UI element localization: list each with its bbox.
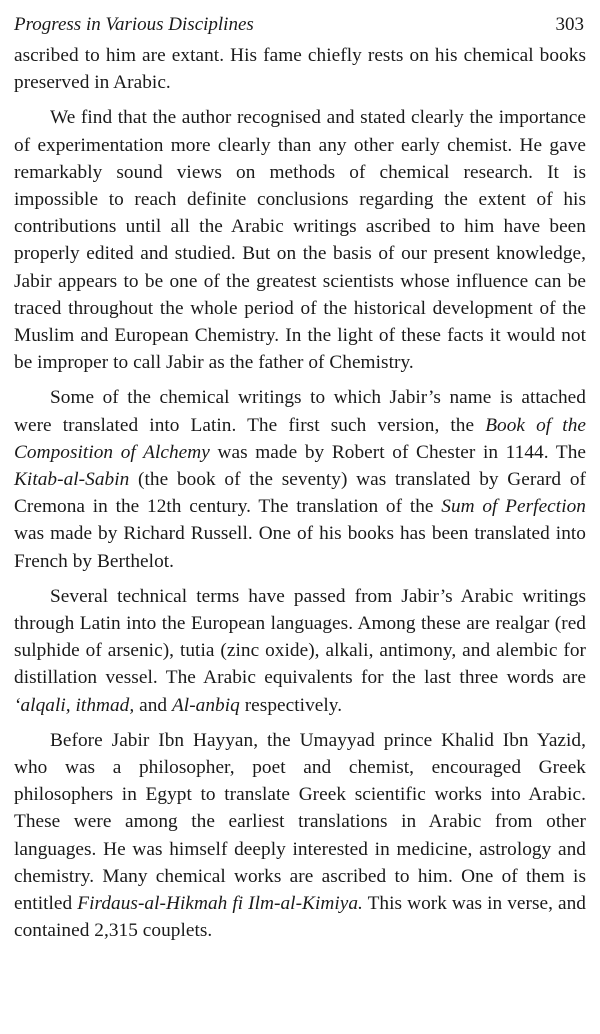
- text-run: respectively.: [239, 694, 343, 716]
- paragraph-latin-translations: [14, 384, 586, 574]
- text-run: was made by Robert of Chester in 1144. The: [209, 441, 586, 463]
- book-title: Kitab-al-Sabin: [14, 469, 130, 491]
- text-run: ascribed to him are extant. His fame chiefly rests on his chemical books preserved in Arabic.: [14, 45, 586, 94]
- text-run: (the book of the seventy) was translated by Gerard of Cremona in the 12th century. The translation of the: [14, 469, 586, 518]
- paragraph-technical-terms: [14, 583, 586, 719]
- arabic-term: Al-anbiq: [171, 694, 240, 716]
- arabic-term: ‘alqali, ithmad,: [14, 694, 135, 716]
- paragraph-khalid-ibn-yazid: [14, 727, 586, 945]
- page-header: [14, 12, 586, 38]
- text-run: Before Jabir Ibn Hayyan, the Umayyad prince Khalid Ibn Yazid, who was a philosopher, poet and chemist, encouraged Greek philosophers in Egypt to translate Greek scientific works into Arabic. These were among the earliest translations in Arabic from other languages. He was himself deeply interested in medicine, astrology and chemistry. Many chemical works are ascribed to him. One of them is entitled: [14, 729, 586, 915]
- paragraph-experimentation: [14, 104, 586, 376]
- text-run: and: [134, 694, 172, 716]
- text-run: This work was in verse, and contained 2,315 couplets.: [14, 893, 586, 942]
- book-title: Book of the Composition of Alchemy: [14, 414, 586, 463]
- book-title: Sum of Perfection: [441, 496, 586, 518]
- text-run: We find that the author recognised and stated clearly the importance of experimentation more clearly than any other early chemist. He gave remarkably sound views on methods of chemical research. It is impossible to reach definite conclusions regarding the extent of his contributions until all the Arabic writings ascribed to him have been properly edited and studied. But on the basis of our present knowledge, Jabir appears to be one of the greatest scientists whose influence can be traced throughout the whole period of the historical development of the Muslim and European Chemistry. In the light of these facts it would not be improper to call Jabir as the father of Chemistry.: [14, 107, 586, 374]
- text-run: Some of the chemical writings to which Jabir’s name is attached were translated into Latin. The first such version, the: [14, 387, 586, 436]
- page-number: 303: [555, 14, 584, 35]
- running-head: Progress in Various Disciplines: [14, 14, 254, 35]
- text-run: Several technical terms have passed from Jabir’s Arabic writings through Latin into the European languages. Among these are realgar (red sulphide of arsenic), tutia (zinc oxide), alkali, antimony, and alembic for distillation vessel. The Arabic equivalents for the last three words are: [14, 585, 586, 689]
- text-run: was made by Richard Russell. One of his books has been translated into French by Berthelot.: [14, 523, 586, 572]
- body-text: [14, 42, 586, 945]
- paragraph-continued: [14, 42, 586, 96]
- book-title: Firdaus-al-Hikmah fi Ilm-al-Kimiya.: [77, 893, 363, 915]
